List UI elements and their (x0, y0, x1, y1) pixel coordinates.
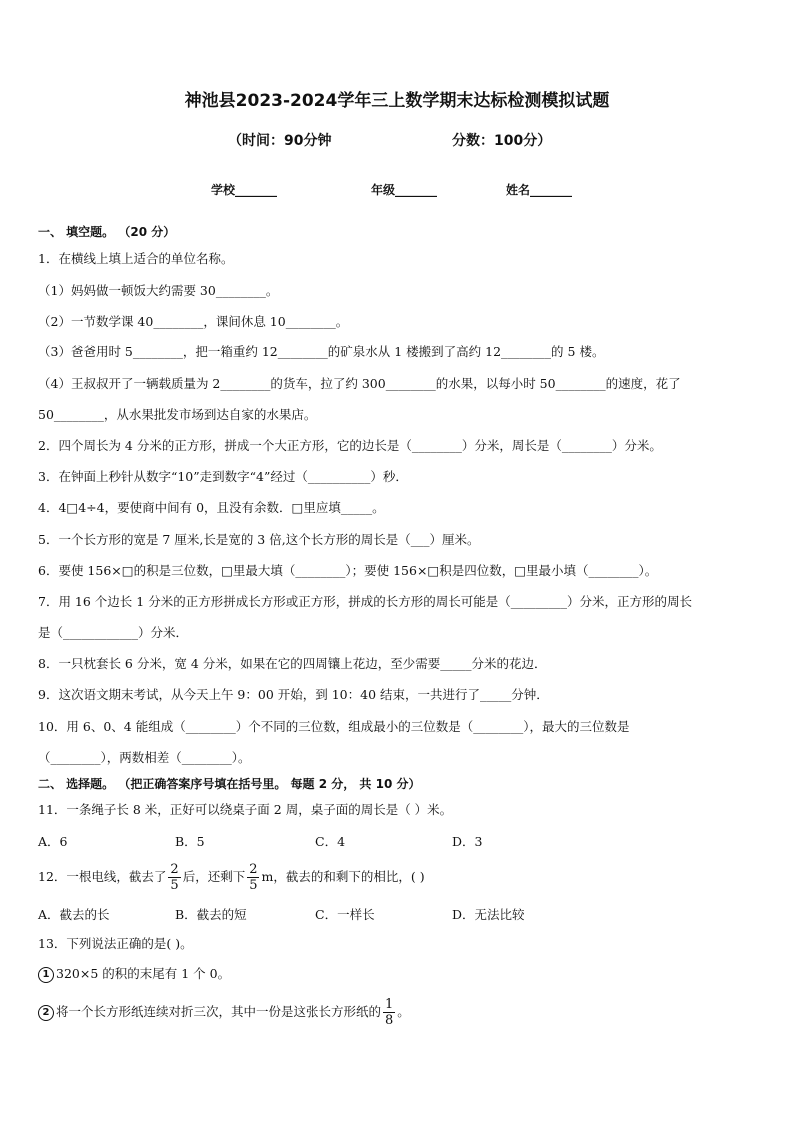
grade-field: 年级_______ (371, 183, 438, 197)
question-7-line2: 是（____________）分米． (38, 625, 189, 640)
question-1-4-line1: （4）王叔叔开了一辆载质量为 2________的货车，拉了约 300________的水果，以每小时 50________的速度，花了 (38, 376, 681, 391)
q12-text-end: m，截去的和剩下的相比，( ) (261, 869, 425, 884)
school-field: 学校_______ (211, 183, 278, 197)
question-1-2: （2）一节数学课 40________，课间休息 10________。 (38, 314, 349, 329)
question-4: 4．4□4÷4，要使商中间有 0，且没有余数．□里应填_____。 (38, 500, 385, 515)
q11-option-d: D．3 (452, 834, 483, 849)
q12-option-b: B．截去的短 (175, 907, 247, 922)
q11-option-c: C．4 (315, 834, 346, 849)
q11-option-b: B．5 (175, 834, 205, 849)
question-11: 11．一条绳子长 8 米，正好可以绕桌子面 2 周，桌子面的周长是（ ）米。 (38, 802, 453, 817)
q12-option-a: A．截去的长 (38, 907, 110, 922)
q13-statement-2 (38, 990, 410, 1034)
q12-fraction-2 (247, 862, 259, 893)
question-1: 1．在横线上填上适合的单位名称。 (38, 251, 234, 266)
q13-statement-2-end: 。 (397, 1004, 410, 1019)
question-1-3: （3）爸爸用时 5________，把一箱重约 12________的矿泉水从 1 楼搬到了高约 12________的 5 楼。 (38, 344, 605, 359)
q12-option-c: C．一样长 (315, 907, 375, 922)
question-7-line1: 7．用 16 个边长 1 分米的正方形拼成长方形或正方形，拼成的长方形的周长可能是（_________）分米，正方形的周长 (38, 594, 692, 609)
question-10-line2: （________），两数相差（________）。 (38, 750, 251, 765)
question-3: 3．在钟面上秒针从数字“10”走到数字“4”经过（__________）秒． (38, 469, 408, 484)
question-10-line1: 10．用 6、0、4 能组成（________）个不同的三位数，组成最小的三位数是（________），最大的三位数是 (38, 719, 630, 734)
question-6: 6．要使 156×□的积是三位数，□里最大填（________）；要使 156×□积是四位数，□里最小填（________）。 (38, 563, 658, 578)
q13-statement-1 (38, 965, 230, 983)
q11-option-a: A．6 (38, 834, 68, 849)
section-heading-choice: 二、 选择题。 （把正确答案序号填在括号里。 每题 2 分， 共 10 分） (38, 777, 421, 791)
fraction-denominator: 5 (249, 878, 258, 893)
fraction-numerator: 2 (249, 862, 258, 877)
q12-option-d: D．无法比较 (452, 907, 525, 922)
circled-number-2: 2 (38, 1005, 54, 1021)
fraction-denominator: 8 (385, 1013, 394, 1028)
question-1-1: （1）妈妈做一顿饭大约需要 30________。 (38, 283, 279, 298)
circled-number-1: 1 (38, 967, 54, 983)
name-field: 姓名_______ (506, 183, 573, 197)
exam-score: 分数：100分） (452, 133, 552, 149)
exam-time: （时间：90分钟 (228, 133, 332, 149)
q13-fraction (383, 997, 395, 1028)
exam-title: 神池县2023-2024学年三上数学期末达标检测模拟试题 (184, 91, 610, 111)
fraction-numerator: 1 (385, 997, 394, 1012)
q12-text-mid: 后，还剩下 (182, 869, 246, 884)
question-9: 9．这次语文期末考试，从今天上午 9：00 开始，到 10：40 结束，一共进行了_____分钟． (38, 687, 549, 702)
question-2: 2．四个周长为 4 分米的正方形，拼成一个大正方形，它的边长是（________）分米，周长是（________）分米。 (38, 438, 662, 453)
q13-statement-2-text: 将一个长方形纸连续对折三次，其中一份是这张长方形纸的 (56, 1004, 382, 1019)
question-8: 8．一只枕套长 6 分米，宽 4 分米，如果在它的四周镶上花边，至少需要_____分米的花边． (38, 656, 547, 671)
section-heading-fill: 一、 填空题。 （20 分） (38, 225, 176, 239)
q12-text-start: 12．一根电线，截去了 (38, 869, 167, 884)
q13-statement-1-text: 320×5 的积的末尾有 1 个 0。 (56, 966, 231, 981)
question-12 (38, 855, 425, 899)
question-1-4-line2: 50________，从水果批发市场到达自家的水果店。 (38, 407, 317, 422)
q12-fraction-1 (168, 862, 180, 893)
fraction-denominator: 5 (170, 878, 179, 893)
question-5: 5．一个长方形的宽是 7 厘米,长是宽的 3 倍,这个长方形的周长是（___）厘米。 (38, 532, 480, 547)
question-13: 13．下列说法正确的是( )。 (38, 936, 193, 951)
fraction-numerator: 2 (170, 862, 179, 877)
